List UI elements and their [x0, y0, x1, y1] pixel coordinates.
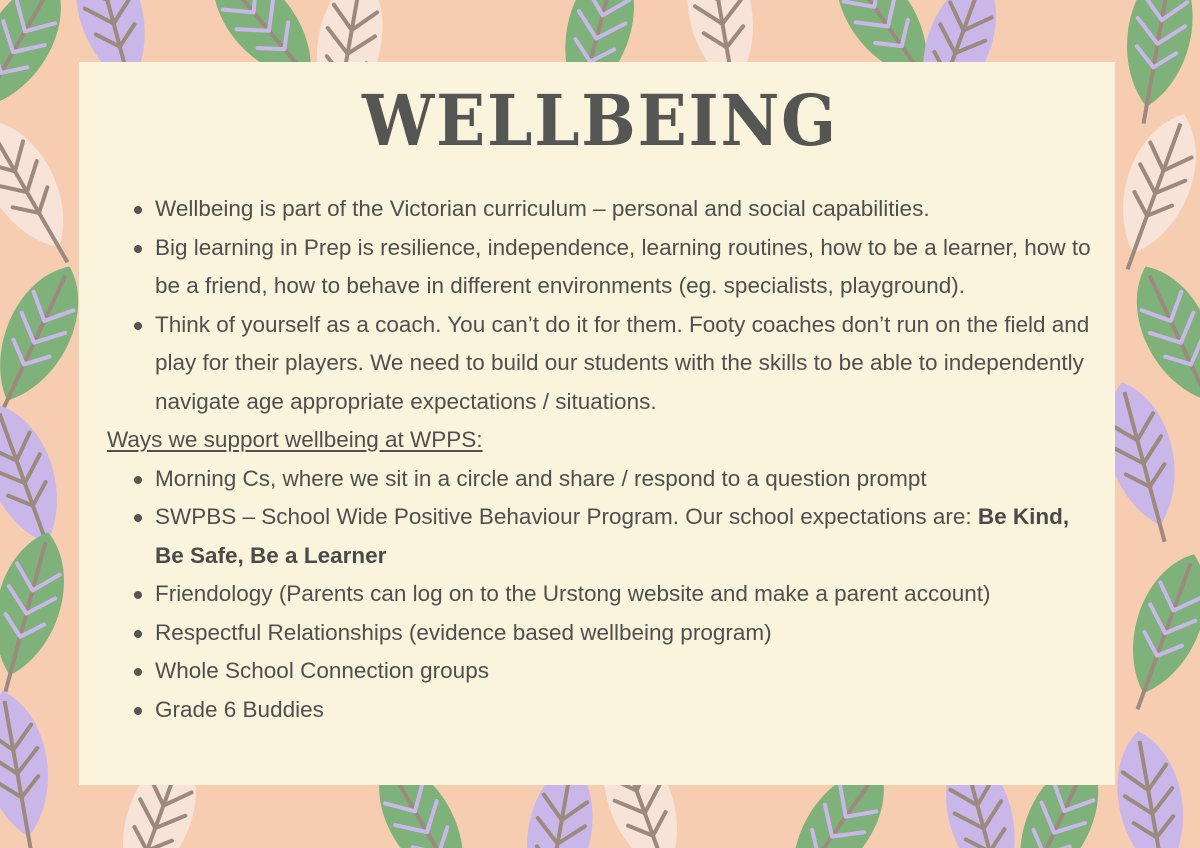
list-item: Friendology (Parents can log on to the Urstong website and make a parent account)	[107, 575, 1097, 614]
main-content	[107, 190, 1097, 729]
list-item: Big learning in Prep is resilience, independence, learning routines, how to be a learner, how to be a friend, how to behave in different environments (eg. specialists, playground).	[107, 229, 1097, 306]
list-item: Morning Cs, where we sit in a circle and share / respond to a question prompt	[107, 460, 1097, 499]
list-item: Wellbeing is part of the Victorian curriculum – personal and social capabilities.	[107, 190, 1097, 229]
intro-list	[107, 190, 1097, 421]
list-item: Respectful Relationships (evidence based wellbeing program)	[107, 614, 1097, 653]
page-title: WELLBEING	[361, 79, 839, 162]
list-item-swpbs	[107, 498, 1097, 575]
support-heading: Ways we support wellbeing at WPPS:	[107, 427, 483, 452]
swpbs-text: SWPBS – School Wide Positive Behaviour Program. Our school expectations are:	[155, 504, 978, 529]
list-item: Whole School Connection groups	[107, 652, 1097, 691]
list-item: Grade 6 Buddies	[107, 691, 1097, 730]
support-list	[107, 460, 1097, 730]
school-expectations: Be Kind, Be Safe, Be a Learner	[155, 504, 1070, 568]
list-item: Think of yourself as a coach. You can’t do it for them. Footy coaches don’t run on the field and play for their players. We need to build our students with the skills to be able to independently navigate age appropriate expectations / situations.	[107, 306, 1097, 422]
